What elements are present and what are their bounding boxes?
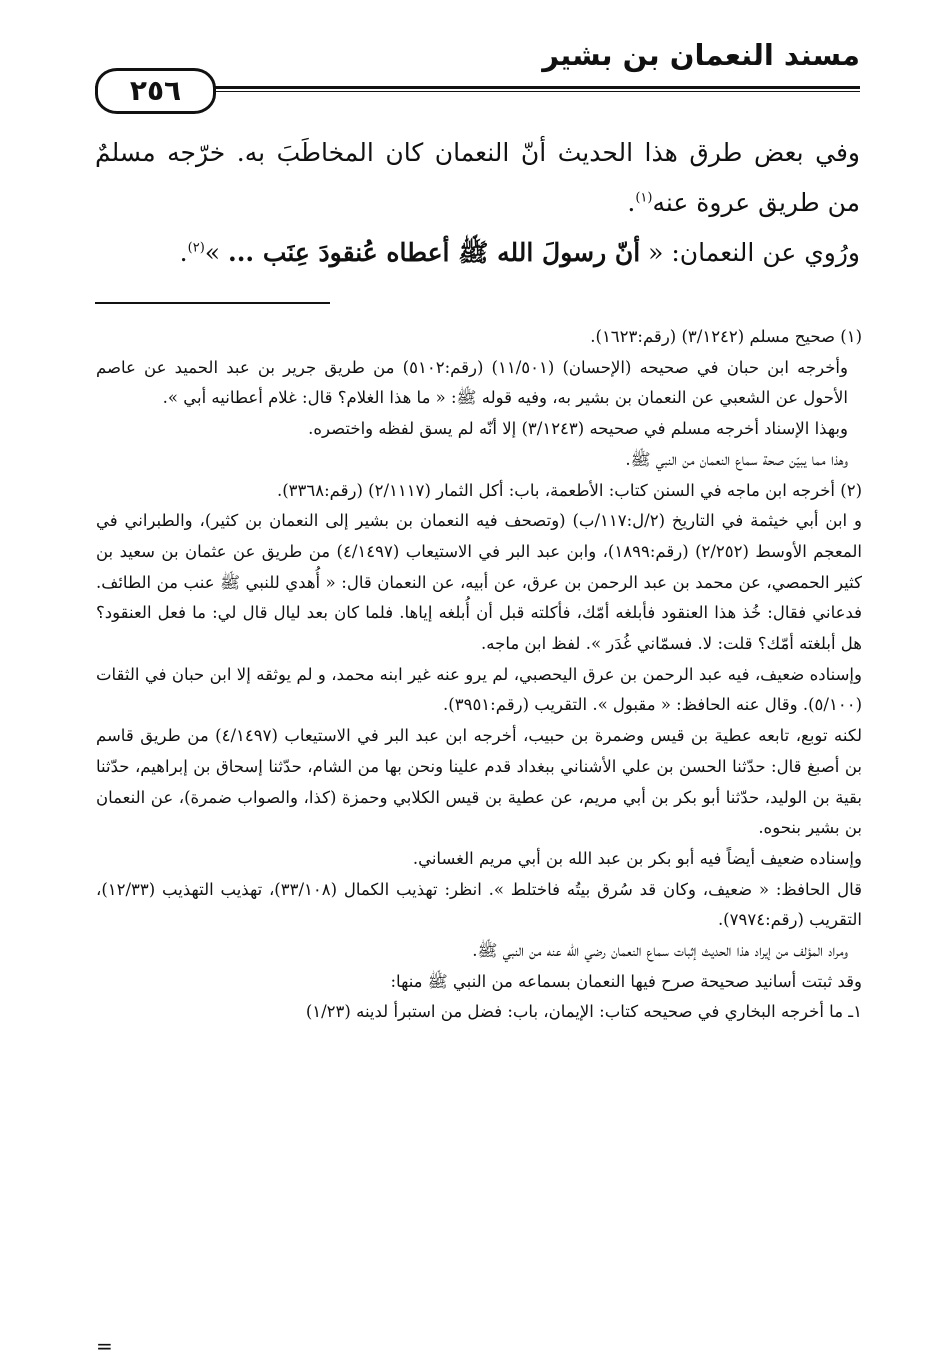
hadith-text: أنّ رسولَ الله ﷺ أعطاه عُنقودَ عِنَب ... [228, 238, 641, 267]
footnote-line: وإسناده ضعيف أيضاً فيه أبو بكر بن عبد الله بن أبي مريم الغساني. [412, 848, 862, 868]
footnote-mark: (١) [635, 190, 653, 206]
page-number: ٢٥٦ [95, 68, 216, 114]
page-header [95, 30, 860, 110]
main-paragraph: ورُوي عن النعمان: « أنّ رسولَ الله ﷺ أعطاه عُنقودَ عِنَب ... »$^{(٢)}$. [179, 238, 860, 267]
footnote-line: ١ـ ما أخرجه البخاري في صحيحه كتاب: الإيمان، باب: فضل من استبرأ لدينه (١/٢٣) [305, 1002, 862, 1022]
footnote-mark: (٢) [187, 240, 205, 256]
footnote-line: (٢) أخرجه ابن ماجه في السنن كتاب: الأطعمة، باب: أكل الثمار (٢/١١١٧) (رقم:٣٣٦٨). [276, 480, 862, 500]
main-paragraph: وفي بعض طرق هذا الحديث أنّ النعمان كان المخاطَبَ به. خرّجه مسلمٌ من طريق عروة عنه$^{(١)}$. [95, 138, 860, 217]
footnote-line: لكنه توبع، تابعه عطية بن قيس وضمرة بن حبيب، أخرجه ابن عبد البر في الاستيعاب (٤/١٤٩٧) من طريق قاسم بن أصبغ قال: حدّثنا الحسن بن علي الأشناني ببغداد قدم علينا ونحن بها من الشام، حدّثنا إسحاق بن إبراهيم، حدّثنا بقية بن الوليد، حدّثنا أبو بكر بن أبي مريم، عن عطية بن قيس الكلابي وحمزة (كذا، والصواب ضمرة)، عن النعمان بن بشير بنحوه. [96, 726, 862, 838]
footnote-line: وهذا مما يبيّن صحة سماع النعمان من النبي ﷺ. [625, 449, 848, 469]
footnote-line: (١) صحيح مسلم (٣/١٢٤٢) (رقم:١٦٢٣). [590, 327, 862, 346]
main-text [95, 128, 860, 278]
footnote-separator [95, 302, 330, 304]
footnotes [96, 322, 862, 1028]
running-title: مسند النعمان بن بشير [542, 38, 860, 72]
footnote-line: ومراد المؤلف من إيراد هذا الحديث إثبات سماع النعمان رضي الله عنه من النبي ﷺ. [472, 941, 848, 961]
footnote-line: وبهذا الإسناد أخرجه مسلم في صحيحه (٣/١٢٤٣) إلا أنّه لم يسق لفظه واختصره. [308, 419, 848, 439]
footnote-line: وقد ثبتت أسانيد صحيحة صرح فيها النعمان بسماعه من النبي ﷺ منها: [390, 971, 862, 991]
footnote-line: وأخرجه ابن حبان في صحيحه (الإحسان) (١١/٥٠١) (رقم:٥١٠٢) من طريق جرير بن عبد الحميد عن عاصم الأحول عن الشعبي عن النعمان بن بشير به، وفيه قوله ﷺ: « ما هذا الغلام؟ قال: غلام أعطانيه أبي ». [96, 357, 848, 408]
footnote-line: وإسناده ضعيف، فيه عبد الرحمن بن عرق اليحصبي، لم يرو عنه غير ابنه محمد، و لم يوثقه إلا ابن حبان في الثقات (٥/١٠٠). وقال عنه الحافظ: « مقبول ». التقريب (رقم:٣٩٥١). [96, 664, 862, 715]
footnote-line: قال الحافظ: « ضعيف، وكان قد سُرق بيتُه فاختلط ». انظر: تهذيب الكمال (٣٣/١٠٨)، تهذيب التهذيب (١٢/٣٣)، التقريب (رقم:٧٩٧٤). [96, 879, 862, 930]
continuation-mark: = [96, 1334, 113, 1358]
footnote-line: و ابن أبي خيثمة في التاريخ (٢/ل:١١٧/ب) (وتصحف فيه النعمان بن بشير إلى النعمان بن كثير)، والطبراني في المعجم الأوسط (٢/٢٥٢) (رقم:١٨٩٩)، وابن عبد البر في الاستيعاب (٤/١٤٩٧) من طريق عن عثمان بن سعيد بن كثير الحمصي، عن محمد بن عبد الرحمن بن عرق، عن أبيه، عن النعمان قال: « أُهدي للنبي ﷺ عنب من الطائف. فدعاني فقال: خُذ هذا العنقود فأبلغه أمّك، فأكلته قبل أن أُبلغه إياها. فلما كان بعد ليال قال لي: ما فعل العنقود؟ هل أبلغته أمّك؟ قلت: لا. فسمّاني غُدَر ». لفظ ابن ماجه. [96, 511, 862, 654]
